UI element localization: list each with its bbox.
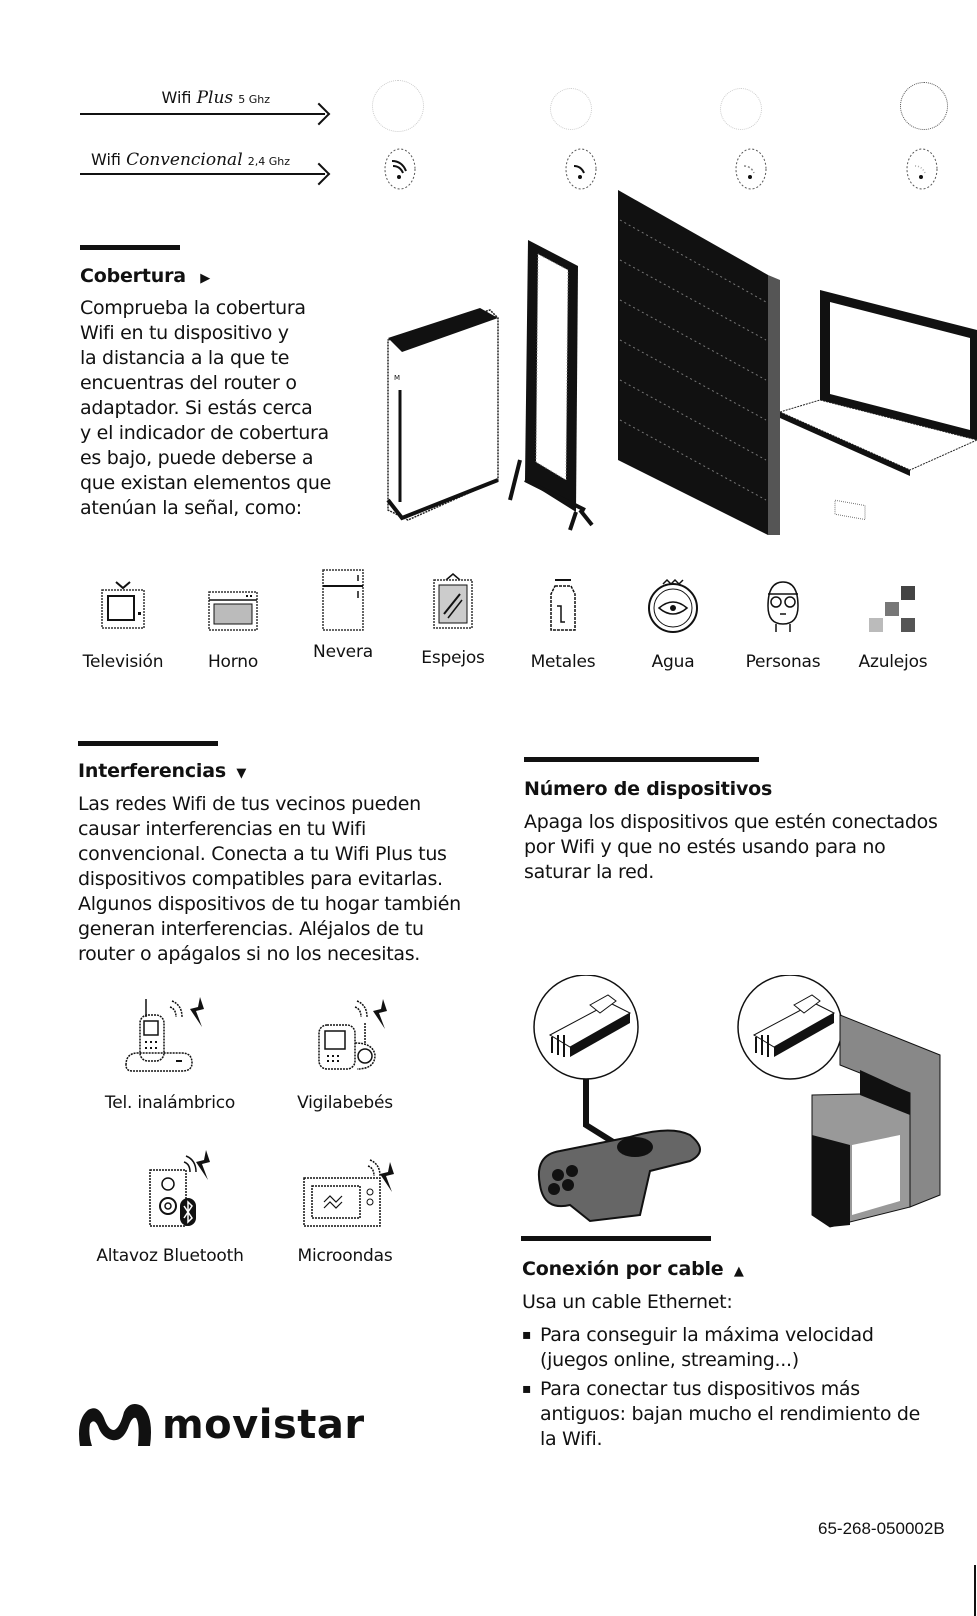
tv-icon xyxy=(98,578,148,632)
brick-wall-icon xyxy=(618,190,780,535)
ethernet-plug-icon xyxy=(534,975,638,1079)
ethernet-illustration xyxy=(530,975,970,1235)
numero-dispositivos-line: Apaga los dispositivos que estén conectados xyxy=(524,811,938,833)
obstacle-label: Azulejos xyxy=(858,652,928,672)
cobertura-line: atenúan la señal, como: xyxy=(80,497,302,519)
tiles-icon xyxy=(868,578,918,634)
obstacle-item-fridge xyxy=(288,568,398,662)
conexion-cable-intro: Usa un cable Ethernet: xyxy=(522,1291,733,1313)
wifi-conventional-band: 2,4 Ghz xyxy=(247,155,290,168)
triangle-down-icon: ▼ xyxy=(236,766,247,781)
obstacle-label: Personas xyxy=(745,652,821,672)
conexion-cable-bullets xyxy=(522,1323,952,1456)
numero-dispositivos-rule xyxy=(524,757,759,762)
wifi-plus-label xyxy=(140,88,270,108)
mirror-icon xyxy=(428,572,478,632)
cobertura-title-text: Cobertura xyxy=(80,265,186,287)
scan-edge-line xyxy=(974,1565,976,1616)
device-item-cordless-phone xyxy=(90,995,250,1113)
wifi-conventional-arrow-line xyxy=(80,173,325,175)
cobertura-line: adaptador. Si estás cerca xyxy=(80,397,313,419)
cobertura-line: la distancia a la que te xyxy=(80,347,290,369)
interferencias-rule xyxy=(78,741,218,746)
coverage-illustration xyxy=(380,180,977,540)
interferencias-line: generan interferencias. Aléjalos de tu xyxy=(78,918,424,940)
obstacle-label: Agua xyxy=(651,652,695,672)
device-label: Microondas xyxy=(297,1246,393,1266)
wifi-plus-signal-icon xyxy=(900,82,948,130)
interferencias-line: router o apágalos si no los necesitas. xyxy=(78,943,421,965)
obstacle-item-oven xyxy=(178,578,288,672)
obstacle-item-water xyxy=(618,578,728,672)
cordless-phone-icon xyxy=(120,995,220,1075)
cobertura-line: que existan elementos que xyxy=(80,472,331,494)
interferencias-line: convencional. Conecta a tu Wifi Plus tus xyxy=(78,843,447,865)
play-triangle-icon: ▶ xyxy=(200,271,211,286)
cobertura-rule xyxy=(80,245,180,250)
device-item-baby-monitor xyxy=(265,995,425,1113)
conexion-cable-title xyxy=(522,1258,744,1280)
wifi-conventional-name: Convencional xyxy=(126,150,243,170)
numero-dispositivos-body xyxy=(524,810,964,885)
mirror-icon xyxy=(510,240,592,530)
bullet-line: ▪ Para conectar tus dispositivos más xyxy=(540,1378,860,1400)
brand-wordmark: movistar xyxy=(162,1402,365,1448)
wifi-plus-arrow-line xyxy=(80,113,325,115)
svg-text:M: M xyxy=(394,374,401,382)
ethernet-plug-icon xyxy=(738,975,842,1079)
numero-dispositivos-line: saturar la red. xyxy=(524,861,654,883)
interferencias-line: causar interferencias en tu Wifi xyxy=(78,818,366,840)
movistar-m-icon xyxy=(76,1400,154,1450)
triangle-up-icon: ▲ xyxy=(733,1264,744,1279)
device-item-microwave xyxy=(265,1148,425,1266)
bullet-line: (juegos online, streaming...) xyxy=(540,1349,799,1371)
obstacle-item-person xyxy=(728,578,838,672)
device-label: Altavoz Bluetooth xyxy=(96,1246,244,1266)
obstacle-label: Metales xyxy=(530,652,596,672)
microwave-icon xyxy=(290,1148,400,1228)
conexion-cable-rule xyxy=(521,1236,711,1241)
bluetooth-speaker-icon xyxy=(120,1148,220,1228)
device-label: Vigilabebés xyxy=(297,1093,393,1113)
obstacle-label: Televisión xyxy=(82,652,164,672)
fishbowl-icon xyxy=(645,578,701,634)
movistar-logo xyxy=(76,1400,365,1450)
interferencias-body xyxy=(78,792,488,967)
cobertura-line: es bajo, puede deberse a xyxy=(80,447,314,469)
cobertura-line: Wifi en tu dispositivo y xyxy=(80,322,289,344)
interferencias-line: Algunos dispositivos de tu hogar también xyxy=(78,893,461,915)
cobertura-body xyxy=(80,296,360,521)
obstacle-item-tiles xyxy=(838,578,948,672)
wifi-plus-arrow-icon xyxy=(308,103,331,126)
obstacle-label: Horno xyxy=(207,652,259,672)
cobertura-line: encuentras del router o xyxy=(80,372,297,394)
wifi-conventional-label xyxy=(90,150,290,170)
baby-monitor-icon xyxy=(295,995,395,1075)
device-item-bluetooth-speaker xyxy=(90,1148,250,1266)
conexion-cable-title-text: Conexión por cable xyxy=(522,1258,724,1280)
cobertura-line: y el indicador de cobertura xyxy=(80,422,329,444)
wifi-plus-signal-icon xyxy=(372,80,424,132)
bullet-line: ▪ Para conseguir la máxima velocidad xyxy=(540,1324,874,1346)
interferencias-title-text: Interferencias xyxy=(78,760,226,782)
wifi-plus-name: Plus xyxy=(196,88,234,108)
interferencias-line: Las redes Wifi de tus vecinos pueden xyxy=(78,793,421,815)
cobertura-title xyxy=(80,265,210,287)
wifi-conventional-arrow-icon xyxy=(308,163,331,186)
wifi-plus-signal-icon xyxy=(720,88,762,130)
document-code: 65-268-050002B xyxy=(818,1519,945,1538)
bullet-line: la Wifi. xyxy=(540,1428,603,1450)
obstacle-item-metal xyxy=(508,578,618,672)
metal-bottle-icon xyxy=(543,578,583,634)
game-controller-icon xyxy=(539,1130,700,1221)
cobertura-line: Comprueba la cobertura xyxy=(80,297,306,319)
person-icon xyxy=(758,578,808,634)
obstacle-label: Espejos xyxy=(421,648,485,668)
device-label: Tel. inalámbrico xyxy=(104,1093,236,1113)
wifi-plus-prefix: Wifi xyxy=(161,88,192,107)
interferencias-title xyxy=(78,760,246,782)
router-icon xyxy=(388,308,498,520)
oven-icon xyxy=(206,578,260,632)
numero-dispositivos-line: por Wifi y que no estés usando para no xyxy=(524,836,886,858)
bullet-line: antiguos: bajan mucho el rendimiento de xyxy=(540,1403,921,1425)
interferencias-line: dispositivos compatibles para evitarlas. xyxy=(78,868,443,890)
obstacle-item-television xyxy=(68,578,178,672)
bullet-item xyxy=(522,1377,952,1452)
laptop-icon xyxy=(780,290,977,520)
fridge-icon xyxy=(318,568,368,632)
wifi-plus-signal-icon xyxy=(550,88,592,130)
wifi-conventional-prefix: Wifi xyxy=(91,150,122,169)
wifi-plus-band: 5 Ghz xyxy=(238,93,270,106)
obstacle-item-mirror xyxy=(398,572,508,668)
obstacle-label: Nevera xyxy=(313,642,373,662)
bullet-item xyxy=(522,1323,952,1373)
numero-dispositivos-title: Número de dispositivos xyxy=(524,778,773,800)
